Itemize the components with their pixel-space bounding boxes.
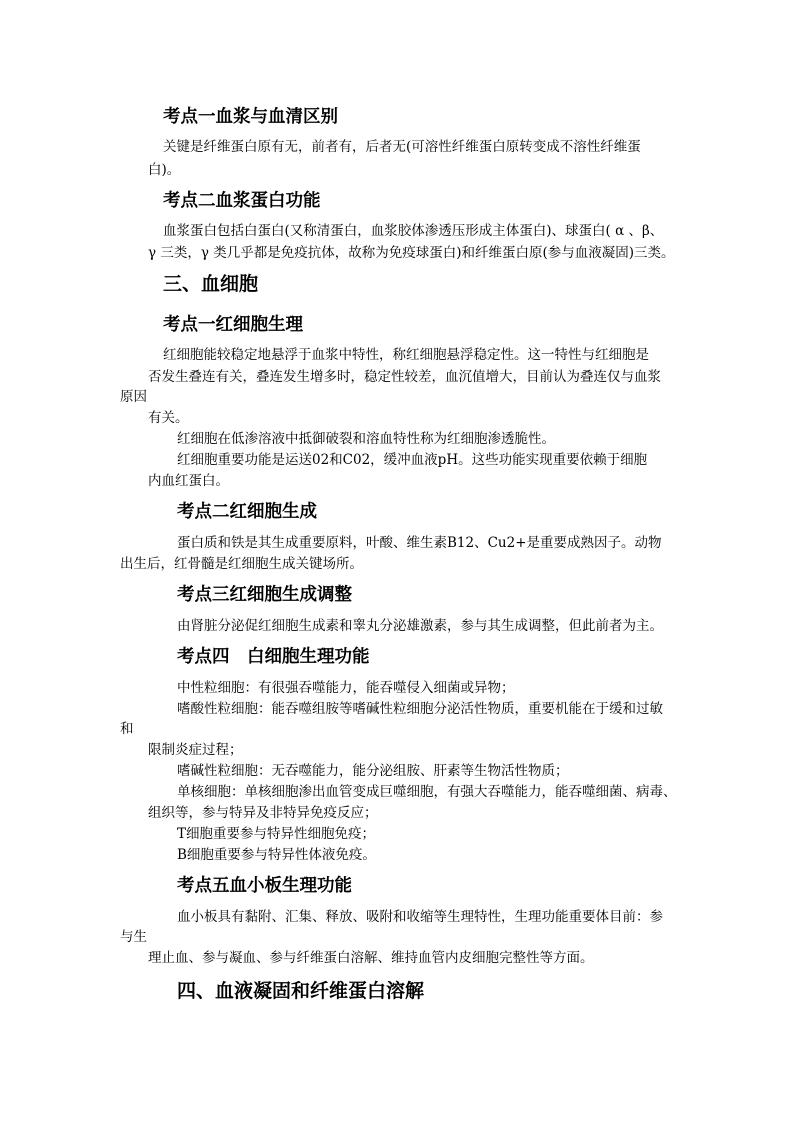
section-heading: 考点四 白细胞生理功能 (177, 647, 370, 667)
section-heading: 考点一血浆与血清区别 (163, 107, 338, 127)
paragraph-line: 中性粒细胞：有很强吞噬能力，能吞噬侵入细菌或异物； (177, 680, 515, 696)
paragraph-line: 否发生叠连有关，叠连发生增多时，稳定性较差，血沉值增大，目前认为叠连仅与血浆 (148, 369, 661, 385)
section-heading: 考点五血小板生理功能 (177, 876, 352, 896)
paragraph-line: 和 (120, 721, 134, 737)
paragraph-line: 原因 (120, 389, 147, 405)
paragraph-line: 血浆蛋白包括白蛋白(又称清蛋白，血浆胶体渗透压形成主体蛋白)、球蛋白( α 、β、 (163, 223, 664, 239)
chapter-heading: 四、血液凝固和纤维蛋白溶解 (177, 980, 425, 1002)
paragraph-line: 组织等，参与特异及非特异免疫反应； (148, 805, 378, 821)
paragraph-line: 限制炎症过程； (148, 742, 243, 758)
paragraph-line: 嗜碱性粒细胞：无吞噬能力，能分泌组胺、肝素等生物活性物质； (177, 763, 569, 779)
paragraph-line: 血小板具有黏附、汇集、释放、吸附和收缩等生理特性，生理功能重要体目前：参 (177, 909, 663, 925)
paragraph-line: 出生后，红骨髓是红细胞生成关键场所。 (120, 556, 363, 572)
section-heading: 考点二血浆蛋白功能 (163, 191, 321, 211)
paragraph-line: γ 三类，γ 类几乎都是免疫抗体，故称为免疫球蛋白)和纤维蛋白原(参与血液凝固)三类。 (148, 245, 675, 261)
section-heading: 考点一红细胞生理 (163, 315, 303, 335)
paragraph-line: 与生 (120, 929, 147, 945)
paragraph-line: 红细胞重要功能是运送02和C02，缓冲血液pH。这些功能实现重要依赖于细胞 (177, 452, 648, 468)
section-heading: 考点二红细胞生成 (177, 502, 317, 522)
paragraph-line: 单核细胞：单核细胞渗出血管变成巨噬细胞，有强大吞噬能力，能吞噬细菌、病毒、 (177, 784, 677, 800)
paragraph-line: 有关。 (148, 410, 189, 426)
paragraph-line: 理止血、参与凝血、参与纤维蛋白溶解、维持血管内皮细胞完整性等方面。 (148, 950, 594, 966)
section-heading: 考点三红细胞生成调整 (177, 585, 352, 605)
paragraph-line: 红细胞能较稳定地悬浮于血浆中特性，称红细胞悬浮稳定性。这一特性与红细胞是 (163, 347, 649, 363)
paragraph-line: 嗜酸性粒细胞：能吞噬组胺等嗜碱性粒细胞分泌活性物质，重要机能在于缓和过敏 (177, 701, 663, 717)
paragraph-line: 蛋白质和铁是其生成重要原料，叶酸、维生素B12、Cu2+是重要成熟因子。动物 (177, 535, 662, 551)
paragraph-line: 红细胞在低渗溶液中抵御破裂和溶血特性称为红细胞渗透脆性。 (177, 431, 555, 447)
paragraph-line: 由肾脏分泌促红细胞生成素和睾丸分泌雄激素，参与其生成调整，但此前者为主。 (177, 618, 663, 634)
chapter-heading: 三、血细胞 (163, 273, 259, 295)
paragraph-line: B细胞重要参与特异性体液免疫。 (177, 847, 376, 863)
paragraph-line: 白)。 (148, 162, 181, 178)
paragraph-line: 关键是纤维蛋白原有无，前者有，后者无(可溶性纤维蛋白原转变成不溶性纤维蛋 (163, 139, 641, 155)
paragraph-line: 内血红蛋白。 (148, 473, 229, 489)
paragraph-line: T细胞重要参与特异性细胞免疫； (177, 826, 376, 842)
